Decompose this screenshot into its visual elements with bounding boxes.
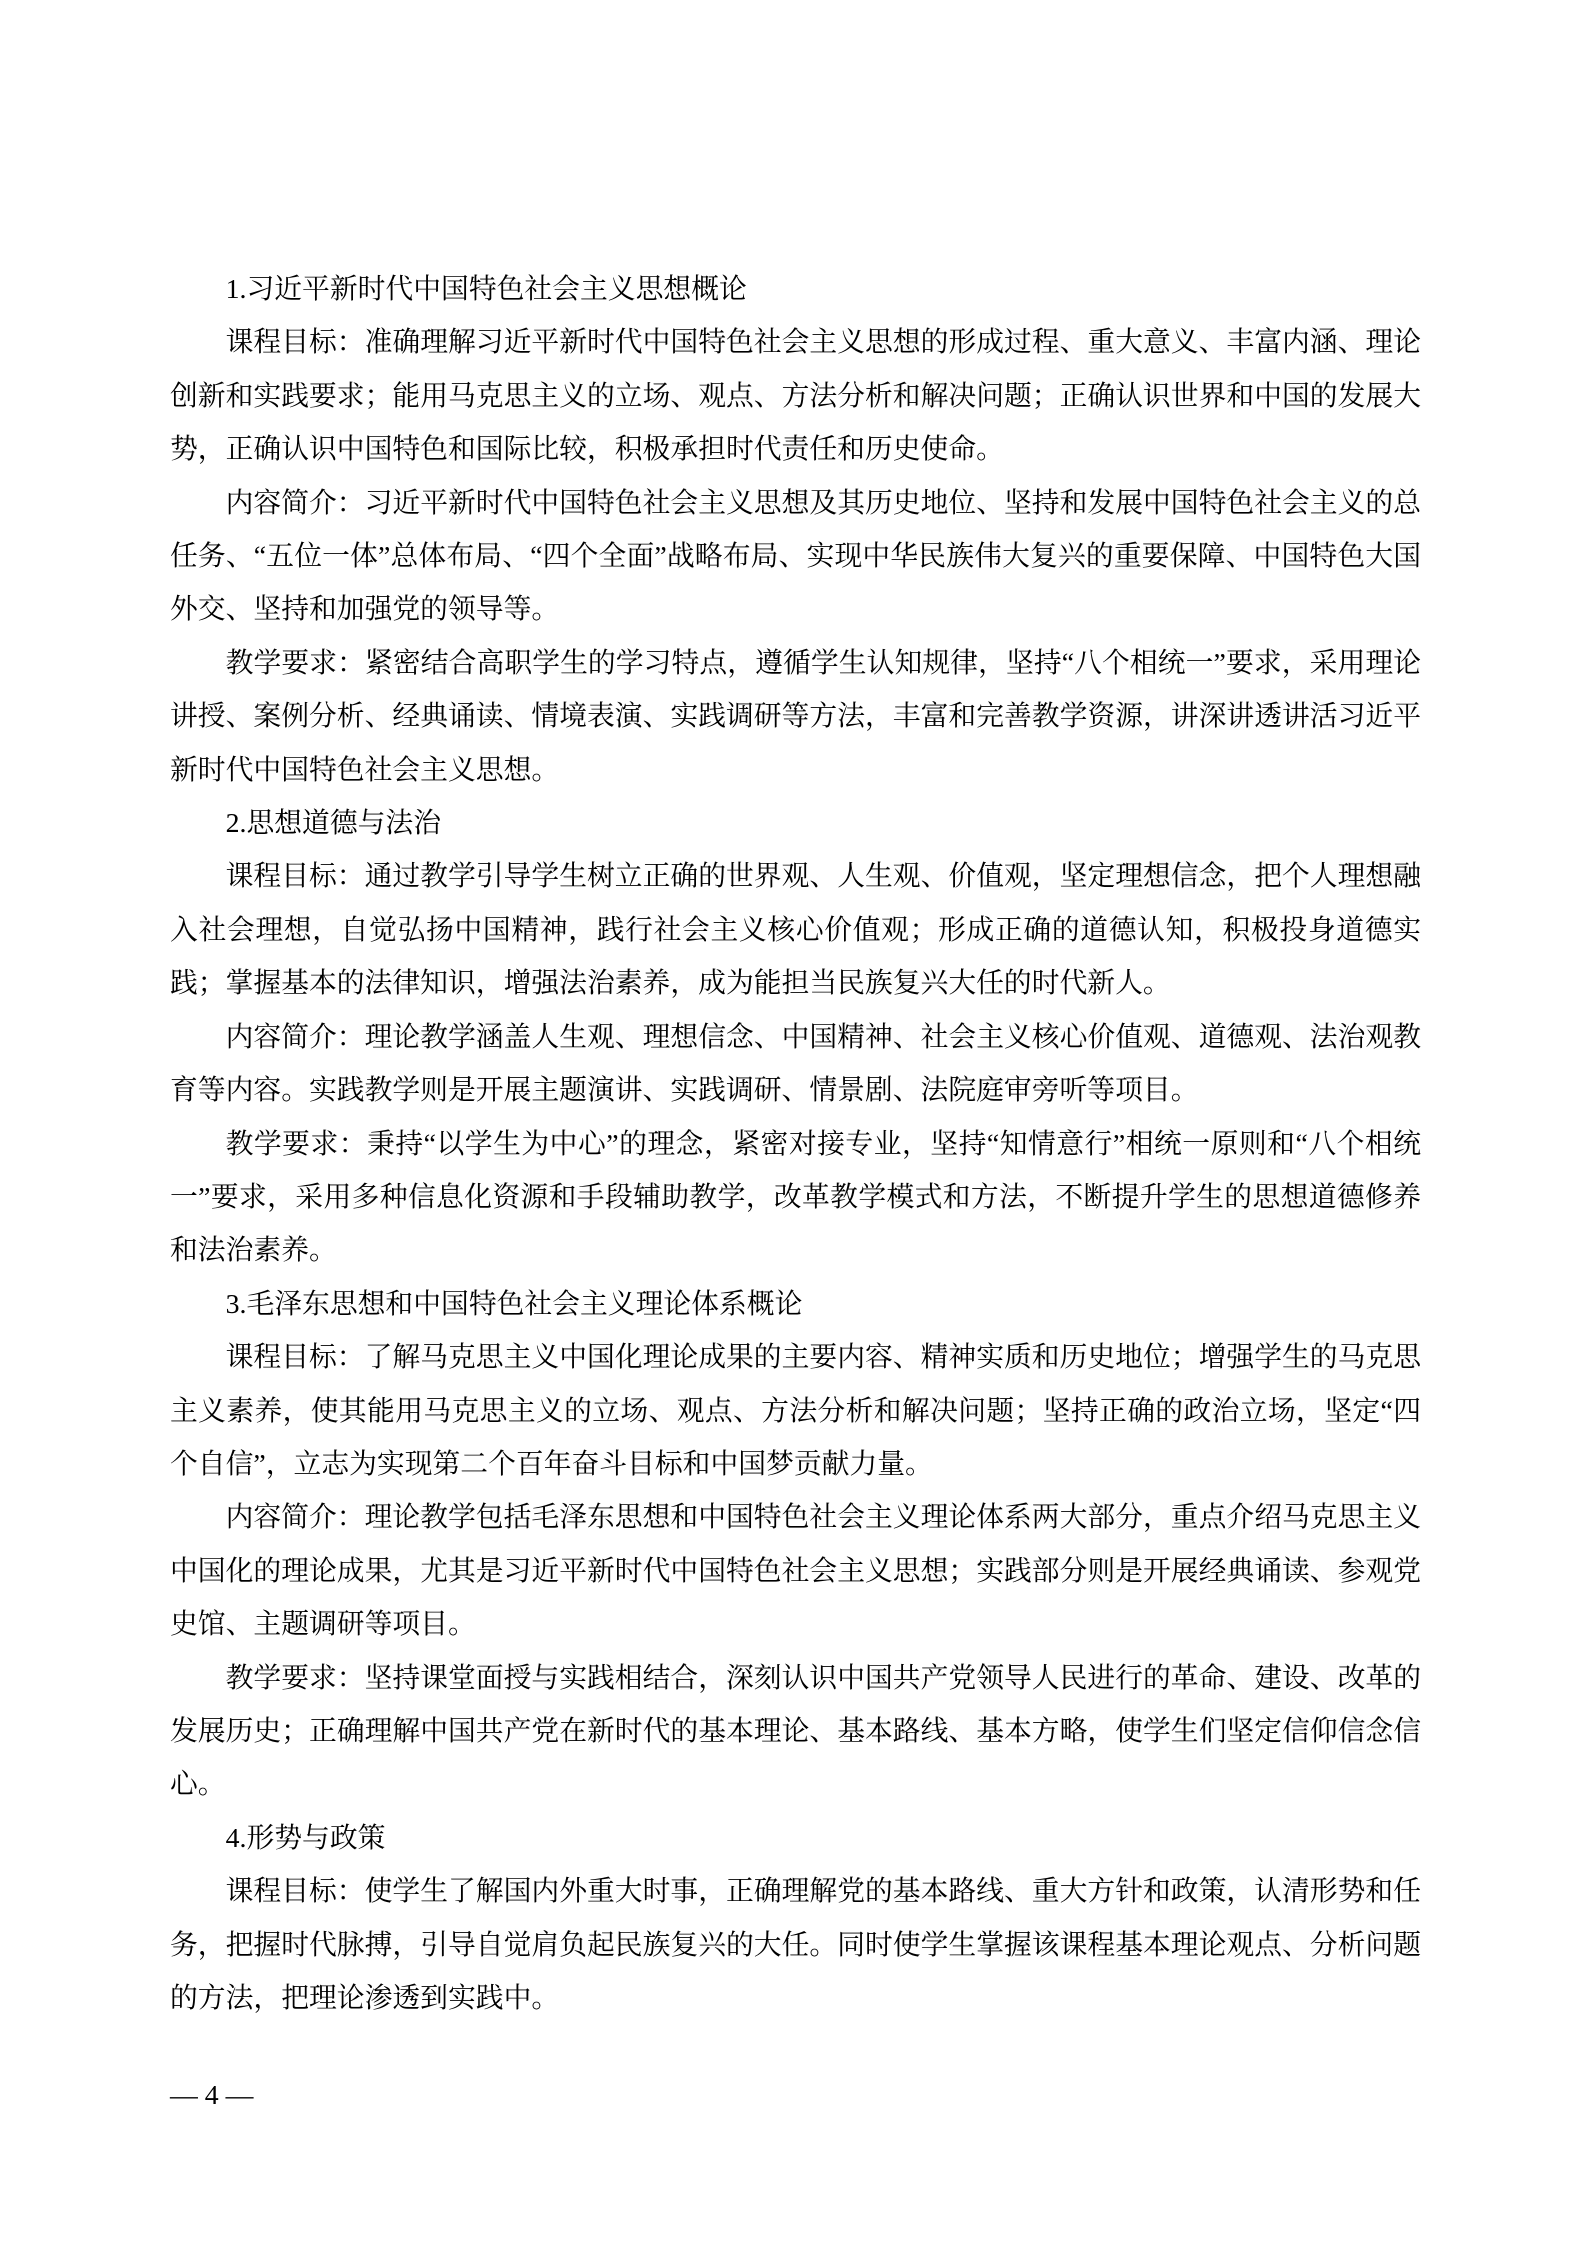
section-heading: 4.形势与政策 <box>225 1822 386 1854</box>
section-heading: 3.毛泽东思想和中国特色社会主义理论体系概论 <box>225 1288 803 1320</box>
paragraph: 教学要求：坚持课堂面授与实践相结合，深刻认识中国共产党领导人民进行的革命、建设、改革的发展历史；正确理解中国共产党在新时代的基本理论、基本路线、基本方略，使学生们坚定信仰信念信心。 <box>170 1662 1421 1801</box>
paragraph: 课程目标：通过教学引导学生树立正确的世界观、人生观、价值观，坚定理想信念，把个人理想融入社会理想，自觉弘扬中国精神，践行社会主义核心价值观；形成正确的道德认知，积极投身道德实践；掌握基本的法律知识，增强法治素养，成为能担当民族复兴大任的时代新人。 <box>170 861 1421 1000</box>
section-heading: 1.习近平新时代中国特色社会主义思想概论 <box>225 274 747 305</box>
page-number: — 4 — <box>170 2080 254 2111</box>
paragraph: 教学要求：秉持“以学生为中心”的理念，紧密对接专业，坚持“知情意行”相统一原则和“八个相统一”要求，采用多种信息化资源和手段辅助教学，改革教学模式和方法，不断提升学生的思想道德修养和法治素养。 <box>170 1128 1421 1267</box>
section-heading: 2.思想道德与法治 <box>225 808 442 840</box>
paragraph: 课程目标：准确理解习近平新时代中国特色社会主义思想的形成过程、重大意义、丰富内涵、理论创新和实践要求；能用马克思主义的立场、观点、方法分析和解决问题；正确认识世界和中国的发展大势，正确认识中国特色和国际比较，积极承担时代责任和历史使命。 <box>170 327 1421 466</box>
document-body <box>170 263 1421 2025</box>
paragraph: 内容简介：习近平新时代中国特色社会主义思想及其历史地位、坚持和发展中国特色社会主义的总任务、“五位一体”总体布局、“四个全面”战略布局、实现中华民族伟大复兴的重要保障、中国特色大国外交、坚持和加强党的领导等。 <box>170 487 1421 626</box>
paragraph: 内容简介：理论教学涵盖人生观、理想信念、中国精神、社会主义核心价值观、道德观、法治观教育等内容。实践教学则是开展主题演讲、实践调研、情景剧、法院庭审旁听等项目。 <box>170 1021 1421 1107</box>
paragraph: 课程目标：了解马克思主义中国化理论成果的主要内容、精神实质和历史地位；增强学生的马克思主义素养，使其能用马克思主义的立场、观点、方法分析和解决问题；坚持正确的政治立场，坚定“四个自信”，立志为实现第二个百年奋斗目标和中国梦贡献力量。 <box>170 1342 1421 1480</box>
paragraph: 教学要求：紧密结合高职学生的学习特点，遵循学生认知规律，坚持“八个相统一”要求，采用理论讲授、案例分析、经典诵读、情境表演、实践调研等方法，丰富和完善教学资源，讲深讲透讲活习近平新时代中国特色社会主义思想。 <box>170 647 1421 786</box>
paragraph: 内容简介：理论教学包括毛泽东思想和中国特色社会主义理论体系两大部分，重点介绍马克思主义中国化的理论成果，尤其是习近平新时代中国特色社会主义思想；实践部分则是开展经典诵读、参观党史馆、主题调研等项目。 <box>170 1502 1421 1641</box>
paragraph: 课程目标：使学生了解国内外重大时事，正确理解党的基本路线、重大方针和政策，认清形势和任务，把握时代脉搏，引导自觉肩负起民族复兴的大任。同时使学生掌握该课程基本理论观点、分析问题的方法，把理论渗透到实践中。 <box>170 1876 1421 2014</box>
